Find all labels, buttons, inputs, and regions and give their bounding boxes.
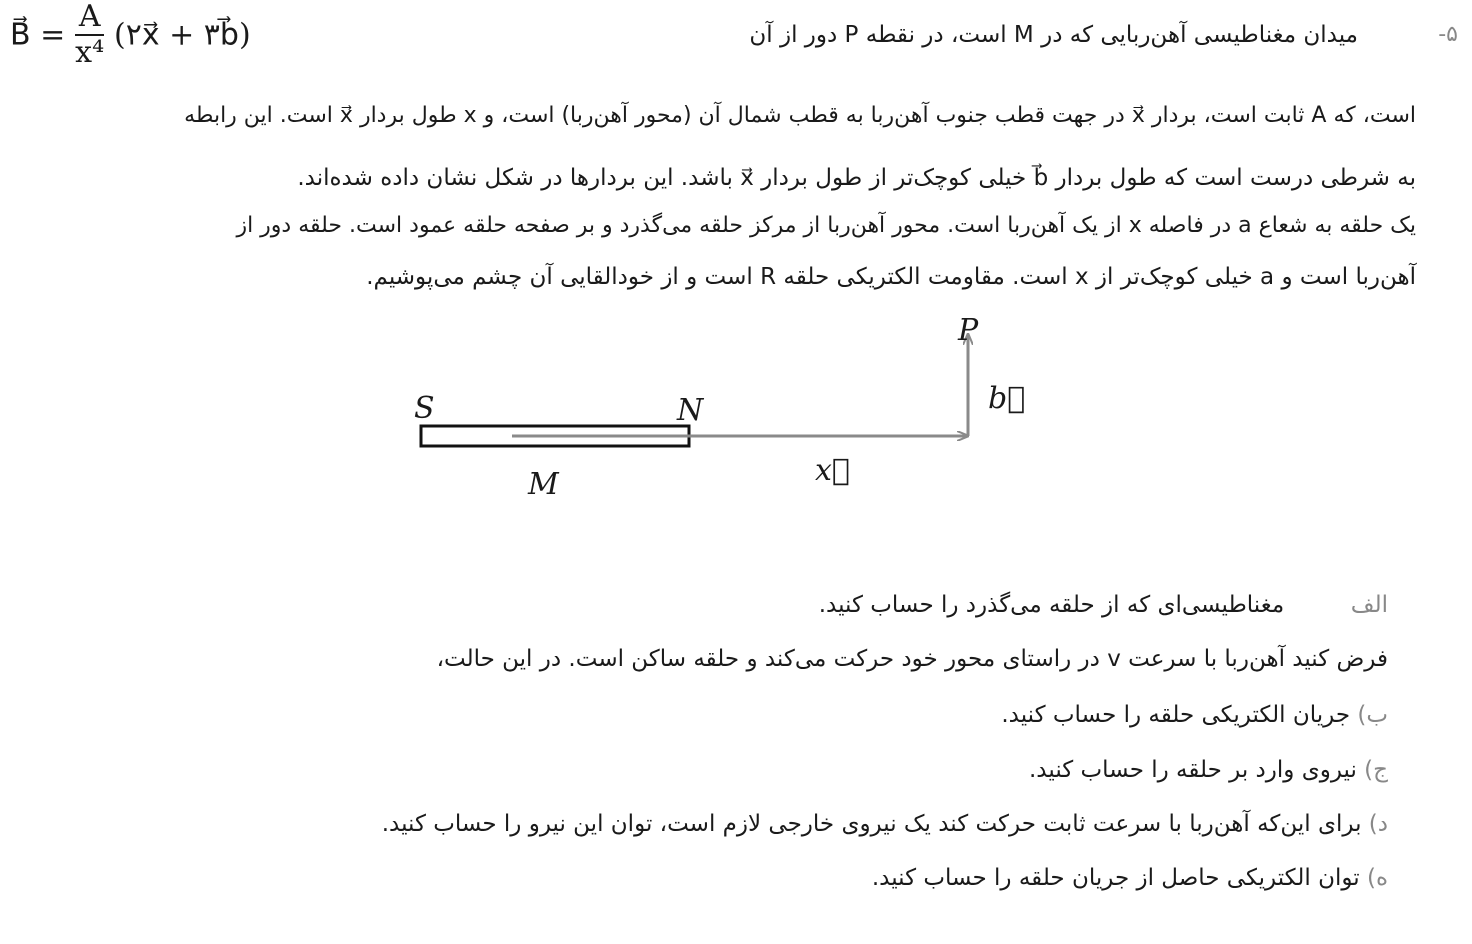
label-point-p: P — [958, 313, 979, 348]
problem-number: -۵ — [1438, 22, 1458, 47]
question-b — [1001, 700, 1388, 730]
question-a-text: مغناطیسی‌ای که از حلقه می‌گذرد را حساب کنید. — [818, 592, 1285, 618]
question-d — [382, 809, 1388, 839]
question-d-text: برای این‌که آهن‌ربا با سرعت ثابت حرکت کند یک نیروی خارجی لازم است، توان این نیرو را حساب کنید. — [381, 811, 1362, 837]
formula-denominator: x⁴ — [75, 35, 105, 70]
label-vector-x: x⃗ — [815, 453, 850, 488]
label-south-pole: S — [414, 391, 435, 426]
question-e — [872, 863, 1388, 893]
statement-line-4: یک حلقه به شعاع a در فاصله x از یک آهن‌ربا است. محور آهن‌ربا از مرکز حلقه می‌گذرد و بر صفحه حلقه عمود است. حلقه دور از — [236, 213, 1416, 238]
question-c-text: نیروی وارد بر حلقه را حساب کنید. — [1029, 757, 1357, 783]
formula-numerator: A — [75, 0, 105, 36]
question-a-marker: الف — [1350, 592, 1388, 618]
question-d-marker: د) — [1368, 811, 1388, 837]
formula-lhs: B⃗ = — [10, 17, 66, 53]
assumption-line: فرض کنید آهن‌ربا با سرعت v در راستای محور خود حرکت می‌کند و حلقه ساکن است. در این حالت، — [436, 646, 1388, 672]
question-b-marker: ب) — [1357, 702, 1388, 728]
label-north-pole: N — [677, 393, 704, 428]
label-vector-b: b⃗ — [988, 381, 1026, 416]
question-e-text: توان الکتریکی حاصل از جریان حلقه را حساب کنید. — [871, 865, 1360, 891]
statement-line-1: میدان مغناطیسی آهن‌ربایی که در M است، در نقطه P دور از آن — [749, 22, 1358, 48]
formula-rhs: (۲x⃗ + ۳b⃗) — [114, 17, 251, 53]
statement-line-3: به شرطی درست است که طول بردار b⃗ خیلی کوچک‌تر از طول بردار x⃗ باشد. این بردارها در شکل نشان داده شده‌اند. — [297, 165, 1416, 191]
question-c-marker: ج) — [1364, 757, 1388, 783]
question-c — [1029, 755, 1388, 785]
statement-line-5: آهن‌ربا است و a خیلی کوچک‌تر از x است. مقاومت الکتریکی حلقه R است و از خودالقایی آن چشم می‌پوشیم. — [366, 264, 1416, 290]
question-b-text: جریان الکتریکی حلقه را حساب کنید. — [1001, 702, 1351, 728]
question-e-marker: ه) — [1366, 865, 1388, 891]
statement-line-2: است، که A ثابت است، بردار x⃗ در جهت قطب جنوب آهن‌ربا به قطب شمال آن (محور آهن‌ربا) است، و x طول بردار x⃗ است. این رابطه — [184, 103, 1416, 128]
label-magnet-m: M — [528, 467, 559, 502]
question-a — [819, 590, 1388, 620]
